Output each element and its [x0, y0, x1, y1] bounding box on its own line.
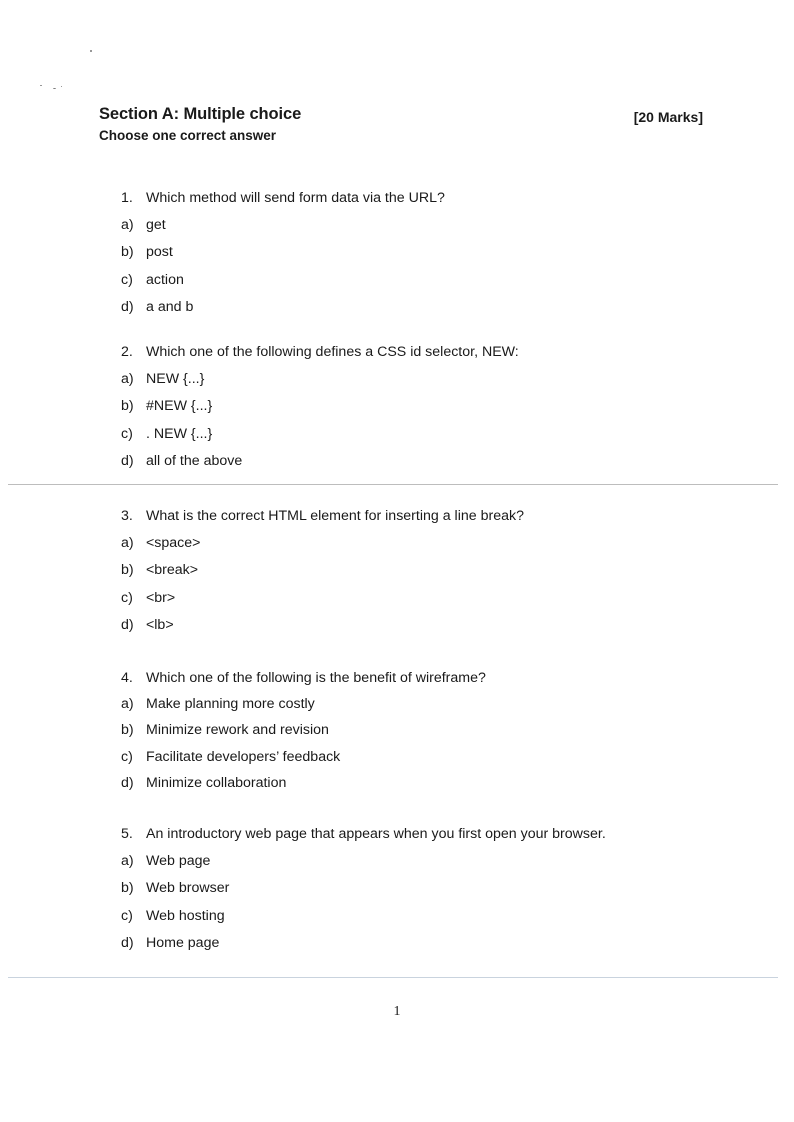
option-letter: a) [121, 535, 134, 551]
option-letter: c) [121, 425, 133, 442]
option-text: <lb> [146, 616, 174, 633]
option-text: Make planning more costly [146, 696, 315, 712]
question-text: An introductory web page that appears when you first open your browser. [146, 826, 606, 842]
option-letter: a) [121, 853, 134, 869]
option-text: <space> [146, 535, 201, 551]
option-letter: b) [121, 562, 134, 579]
scan-speck [90, 50, 92, 52]
question-4 [121, 668, 721, 799]
option-text: get [146, 217, 166, 233]
option-letter: b) [121, 244, 134, 261]
question-number: 2. [121, 344, 133, 360]
option-letter: b) [121, 398, 134, 415]
page-divider [8, 484, 778, 485]
option-text: all of the above [146, 452, 243, 469]
option-text: a and b [146, 298, 194, 315]
option-a [121, 851, 721, 878]
option-letter: c) [121, 271, 133, 288]
option-c [121, 424, 721, 451]
option-text: Facilitate developers’ feedback [146, 748, 341, 765]
question-stem [121, 668, 721, 694]
option-text: <break> [146, 562, 199, 579]
option-c [121, 747, 721, 773]
option-letter: b) [121, 880, 134, 897]
question-1 [121, 188, 721, 324]
option-d [121, 615, 721, 642]
question-text: Which method will send form data via the URL? [146, 190, 445, 206]
option-text: post [146, 244, 173, 261]
option-b [121, 560, 721, 587]
scan-speck [40, 85, 42, 86]
option-text: Web browser [146, 880, 230, 897]
question-stem [121, 824, 721, 851]
question-text: Which one of the following defines a CSS id selector, NEW: [146, 344, 519, 360]
option-letter: c) [121, 589, 133, 606]
option-a [121, 533, 721, 560]
option-c [121, 906, 721, 933]
section-marks: [20 Marks] [633, 109, 703, 125]
option-a [121, 694, 721, 720]
option-text: action [146, 271, 184, 288]
option-text: Minimize rework and revision [146, 722, 329, 739]
question-text: Which one of the following is the benefit of wireframe? [146, 670, 486, 686]
question-number: 3. [121, 508, 133, 524]
option-a [121, 215, 721, 242]
section-header [99, 104, 703, 145]
question-number: 5. [121, 826, 133, 842]
option-d [121, 773, 721, 799]
option-letter: a) [121, 696, 134, 712]
option-d [121, 933, 721, 960]
question-5 [121, 824, 721, 960]
option-text: Web page [146, 853, 211, 869]
option-letter: d) [121, 616, 134, 633]
question-stem [121, 506, 721, 533]
option-letter: d) [121, 934, 134, 951]
option-letter: a) [121, 371, 134, 387]
option-text: #NEW {...} [146, 398, 213, 415]
option-b [121, 396, 721, 423]
question-number: 1. [121, 190, 133, 206]
footer-divider [8, 977, 778, 978]
option-d [121, 297, 721, 324]
option-text: <br> [146, 589, 176, 606]
option-c [121, 588, 721, 615]
section-title: Section A: Multiple choice [99, 105, 302, 123]
scan-speck [53, 88, 56, 89]
option-text: . NEW {...} [146, 425, 213, 442]
option-letter: c) [121, 907, 133, 924]
option-text: Minimize collaboration [146, 774, 287, 791]
option-letter: d) [121, 298, 134, 315]
option-letter: a) [121, 217, 134, 233]
option-letter: d) [121, 452, 134, 469]
option-text: NEW {...} [146, 371, 205, 387]
question-2 [121, 342, 721, 478]
scan-speck [61, 86, 62, 87]
option-letter: d) [121, 774, 134, 791]
question-stem [121, 188, 721, 215]
question-number: 4. [121, 670, 133, 686]
option-d [121, 451, 721, 478]
option-b [121, 242, 721, 269]
question-3 [121, 506, 721, 642]
question-text: What is the correct HTML element for inserting a line break? [146, 508, 524, 524]
page-number: 1 [393, 1004, 401, 1019]
option-a [121, 369, 721, 396]
option-c [121, 270, 721, 297]
option-b [121, 720, 721, 746]
question-stem [121, 342, 721, 369]
option-text: Web hosting [146, 907, 225, 924]
option-letter: b) [121, 722, 134, 739]
section-instructions: Choose one correct answer [99, 128, 277, 143]
option-b [121, 878, 721, 905]
option-letter: c) [121, 748, 133, 765]
option-text: Home page [146, 934, 220, 951]
